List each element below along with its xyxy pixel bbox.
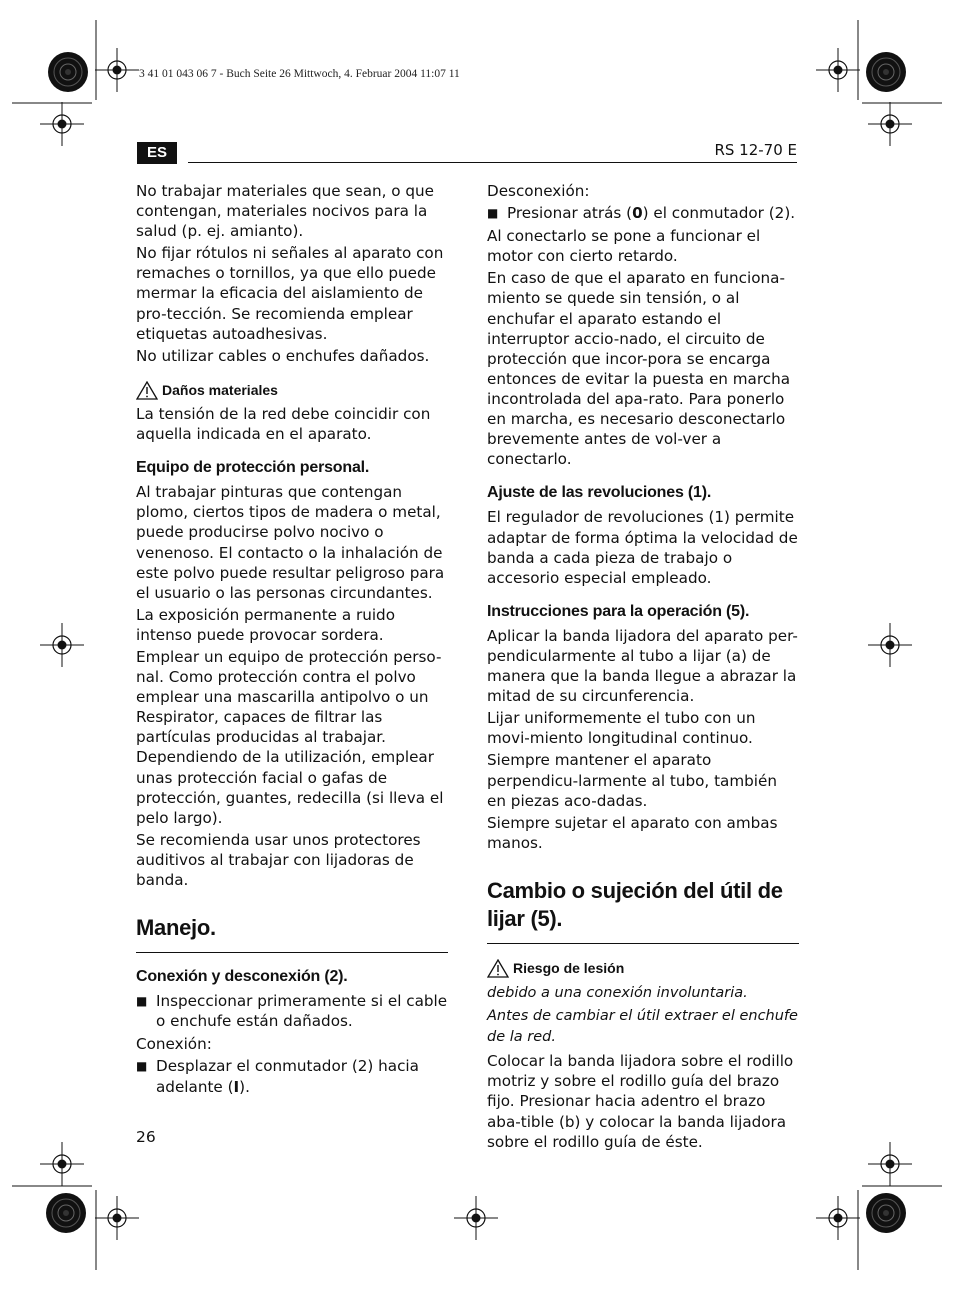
paragraph: Siempre sujetar el aparato con ambas manos.: [487, 813, 778, 852]
paragraph: Aplicar la banda lijadora del aparato per-pendicularmente al tubo a lijar (a) de manera que la banda llegue a abrazar la mitad de su circunferencia.: [487, 626, 798, 706]
language-badge: ES: [137, 142, 177, 164]
paragraph: Lijar uniformemente el tubo con un movi-miento longitudinal continuo.: [487, 709, 756, 748]
paragraph: Al trabajar pinturas que contengan plomo, ciertos tipos de madera o metal, puede producirse polvo nocivo o venenoso. El contacto o la inhalación de este polvo puede resultar peligroso para el usuario o las personas circundantes.: [136, 483, 445, 602]
list-item: [136, 991, 448, 1031]
symbol-off: 0: [632, 204, 643, 223]
paragraph: Conexión:: [136, 1035, 212, 1054]
header-rule: [188, 162, 797, 163]
chapter-heading: Manejo.: [136, 914, 448, 953]
text-fragment: ) el conmutador (2).: [642, 204, 796, 223]
warning-triangle-icon: [487, 959, 509, 978]
warning-title: Daños materiales: [162, 381, 278, 398]
italic-text: Antes de cambiar el útil extraer el enchufe de la red.: [487, 1008, 798, 1046]
paragraph: Colocar la banda lijadora sobre el rodillo motriz y sobre el rodillo guía del brazo fijo. Presionar hacia adentro el brazo aba-tible (b) y colocar la banda lijadora sobre el rodillo guía de éste.: [487, 1052, 794, 1151]
list-item-text: [507, 203, 795, 223]
paragraph: Desconexión:: [487, 182, 590, 200]
page-number: 26: [136, 1128, 156, 1146]
bullet-square-icon: ■: [136, 994, 148, 1009]
paragraph: El regulador de revoluciones (1) permite adaptar de forma óptima la velocidad de banda a cada pieza de trabajo o accesorio especial empleado.: [487, 508, 798, 587]
symbol-on: I: [233, 1077, 240, 1096]
text-fragment: Desplazar el conmutador (2) hacia adelante (: [156, 1057, 419, 1096]
paragraph: Siempre mantener el aparato perpendicu-larmente al tubo, también en piezas aco-dadas.: [487, 751, 777, 810]
paragraph: No trabajar materiales que sean, o que contengan, materiales nocivos para la salud (p. ej. amianto).: [136, 182, 435, 241]
text-fragment: ).: [239, 1077, 250, 1096]
paragraph: Emplear un equipo de protección perso-nal. Como protección contra el polvo emplear una mascarilla antipolvo o un Respirator, capaces de filtrar las partículas producidas al trabajar. Dependiendo de la utilización, emplear unas protección facial o gafas de protección, guantes, redecilla (si lleva el pelo largo).: [136, 647, 444, 827]
section-heading: Instrucciones para la operación (5).: [487, 602, 750, 620]
paragraph: La tensión de la red debe coincidir con aquella indicada en el aparato.: [136, 404, 431, 444]
list-item-text: [156, 1056, 448, 1096]
paragraph: Al conectarlo se pone a funcionar el motor con cierto retardo.: [487, 227, 761, 266]
section-heading: Ajuste de las revoluciones (1).: [487, 484, 712, 502]
chapter-heading: Cambio o sujeción del útil de lijar (5).: [487, 877, 799, 944]
print-slug: 3 41 01 043 06 7 - Buch Seite 26 Mittwoch, 4. Februar 2004 11:07 11: [139, 68, 460, 80]
warning-title: Riesgo de lesión: [513, 959, 625, 976]
warning-heading: [136, 380, 448, 400]
section-heading: Equipo de protección personal.: [136, 459, 370, 477]
list-item: [136, 1056, 448, 1096]
paragraph: No fijar rótulos ni señales al aparato con remaches o tornillos, ya que ello puede mermar la eficacia del aislamiento de pro-tección. Se recomienda emplear etiquetas autoadhesivas.: [136, 244, 444, 343]
paragraph: En caso de que el aparato en funciona-miento se quede sin tensión, o al enchufar el aparato estando el interruptor accio-nado, el circuito de protección que incor-pora se encarga entonces de evitar la puesta en marcha incontrolada del apa-rato. Para ponerlo en marcha, es necesario desconectarlo brevemente antes de vol-ver a conectarlo.: [487, 269, 791, 469]
warning-triangle-icon: [136, 381, 158, 400]
list-item-text: Inspeccionar primeramente si el cable o enchufe están dañados.: [156, 992, 448, 1031]
bullet-square-icon: ■: [487, 206, 499, 221]
model-number: RS 12-70 E: [714, 141, 797, 159]
bullet-square-icon: ■: [136, 1059, 148, 1074]
list-item: [487, 203, 799, 223]
warning-heading: [487, 958, 799, 978]
warning-text: [487, 982, 799, 1003]
warning-text: [487, 1005, 799, 1047]
text-fragment: Presionar atrás (: [507, 204, 633, 223]
paragraph: La exposición permanente a ruido intenso puede provocar sordera.: [136, 605, 395, 644]
section-heading: Conexión y desconexión (2).: [136, 968, 348, 986]
left-column: [136, 181, 448, 1100]
italic-text: debido a una conexión involuntaria.: [487, 985, 748, 1001]
paragraph: No utilizar cables o enchufes dañados.: [136, 346, 430, 365]
paragraph: Se recomienda usar unos protectores auditivos al trabajar con lijadoras de banda.: [136, 830, 421, 889]
right-column: [487, 181, 799, 1154]
